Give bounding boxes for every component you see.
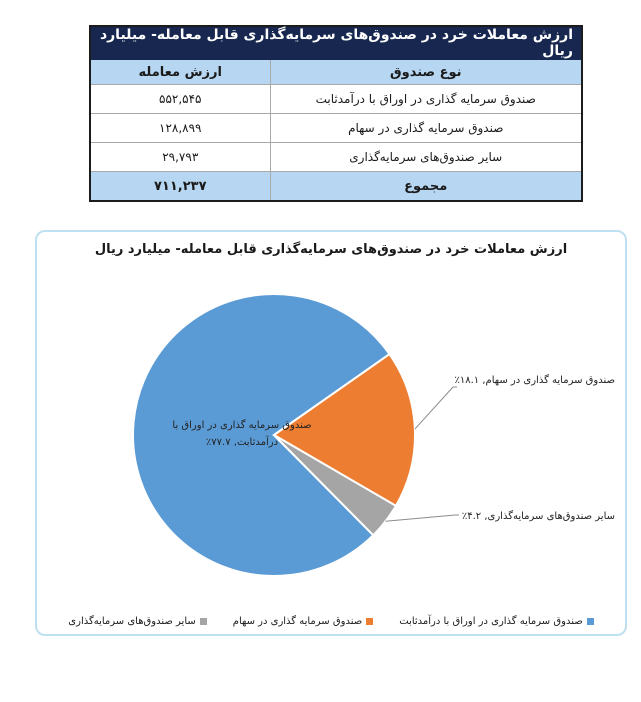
legend-label: صندوق سرمایه گذاری در سهام [232, 616, 363, 627]
legend-swatch [587, 618, 594, 625]
data-label-equity: صندوق سرمایه گذاری در سهام, ۱۸.۱٪ [454, 375, 615, 386]
table-total-row [90, 172, 582, 202]
table-header-row [90, 60, 582, 85]
total-value: ۷۱۱,۲۳۷ [90, 172, 270, 202]
pie-chart [37, 232, 625, 634]
data-label-bonds: صندوق سرمایه گذاری در اوراق با [172, 420, 312, 431]
leader-line-equity [415, 387, 453, 429]
chart-title: ارزش معاملات خرد در صندوق‌های سرمایه‌گذاری قابل معامله- میلیارد ریال [94, 242, 568, 257]
chart-legend [37, 616, 625, 627]
legend-item [68, 616, 206, 627]
total-label: مجموع [270, 172, 582, 202]
fund-type-cell: صندوق سرمایه گذاری در سهام [270, 114, 582, 143]
table-title-row [90, 26, 582, 60]
trade-value-cell: ۱۲۸,۸۹۹ [90, 114, 270, 143]
legend-swatch [366, 618, 373, 625]
table-row [90, 143, 582, 172]
header-fund-type: نوع صندوق [270, 60, 582, 85]
trade-value-cell: ۲۹,۷۹۳ [90, 143, 270, 172]
data-label-other: سایر صندوق‌های سرمایه‌گذاری, ۴.۲٪ [461, 511, 615, 522]
legend-swatch [200, 618, 207, 625]
table-row [90, 85, 582, 114]
leader-line-other [386, 515, 455, 521]
legend-item [399, 616, 594, 627]
fund-type-cell: صندوق سرمایه گذاری در اوراق با درآمدثابت [270, 85, 582, 114]
table-row [90, 114, 582, 143]
trades-table [89, 25, 583, 202]
header-trade-value: ارزش معامله [90, 60, 270, 85]
legend-item [233, 616, 373, 627]
legend-label: صندوق سرمایه گذاری در اوراق با درآمدثابت [399, 616, 583, 627]
legend-label: سایر صندوق‌های سرمایه‌گذاری [68, 616, 196, 627]
data-label-bonds-value: درآمدثابت, ۷۷.۷٪ [205, 437, 279, 448]
fund-type-cell: سایر صندوق‌های سرمایه‌گذاری [270, 143, 582, 172]
table-title: ارزش معاملات خرد در صندوق‌های سرمایه‌گذاری قابل معامله- میلیارد ریال [90, 26, 582, 60]
pie-chart-panel [35, 230, 627, 636]
trade-value-cell: ۵۵۲,۵۴۵ [90, 85, 270, 114]
